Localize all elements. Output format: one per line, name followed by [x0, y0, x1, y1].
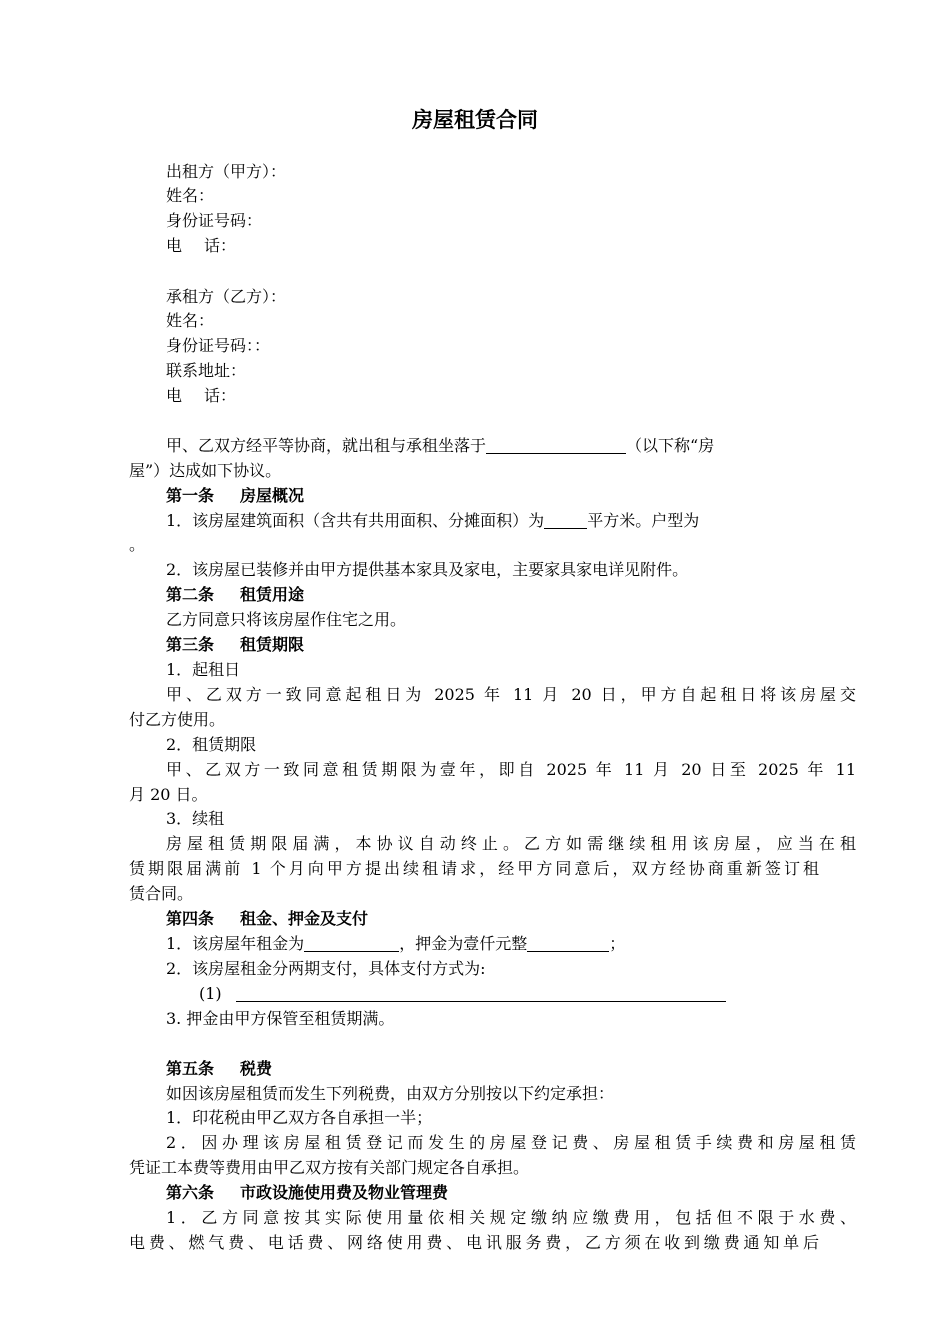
article-title: 市政设施使用费及物业管理费	[240, 1183, 449, 1202]
article-3-sub-1-text-cont: 付乙方使用。	[129, 710, 226, 729]
article-3-sub-2-text: 甲、乙双方一致同意租赁期限为壹年，即自 2025 年 11 月 20 日至 2025 年 11	[166, 760, 856, 779]
article-5-item-2-cont: 凭证工本费等费用由甲乙双方按有关部门规定各自承担。	[129, 1158, 530, 1177]
article-4-item-1	[129, 932, 856, 957]
article-number: 第五条	[166, 1059, 215, 1078]
article-title: 房屋概况	[240, 486, 305, 505]
location-blank	[486, 436, 626, 454]
intro-line-2: 屋”）达成如下协议。	[129, 461, 282, 480]
phone-char-2: 话：	[204, 236, 237, 255]
article-3-sub-2-text-cont: 月 20 日。	[129, 785, 208, 804]
article-title: 税费	[240, 1059, 273, 1078]
article-number: 第六条	[166, 1183, 215, 1202]
article-1-item-2: 2．该房屋已装修并由甲方提供基本家具及家电，主要家具家电详见附件。	[166, 560, 689, 579]
article-number: 第一条	[166, 486, 215, 505]
page-title: 房屋租赁合同	[412, 108, 538, 132]
area-blank	[544, 511, 587, 529]
article-3-sub-3: 3．续租	[166, 809, 225, 828]
intro-text: 甲、乙双方经平等协商，就出租与承租坐落于	[166, 436, 487, 455]
article-3-sub-3-text: 房屋租赁期限届满，本协议自动终止。乙方如需继续租用该房屋，应当在租	[166, 834, 856, 853]
article-5-item-1: 1．印花税由甲乙双方各自承担一半；	[166, 1108, 433, 1127]
article-3-sub-2: 2．租赁期限	[166, 735, 257, 754]
article-4-item-2-sub	[129, 982, 889, 1007]
article-4-item-3: 3. 押金由甲方保管至租赁期满。	[166, 1009, 395, 1028]
article-number: 第二条	[166, 585, 215, 604]
item-text: 1．该房屋建筑面积（含共有共用面积、分摊面积）为	[166, 511, 545, 530]
item-text-mid: ，押金为壹仟元整	[399, 934, 528, 953]
item-text-end: ；	[609, 934, 626, 953]
article-2-heading	[129, 583, 856, 608]
article-4-item-2: 2．该房屋租金分两期支付，具体支付方式为:	[166, 959, 486, 978]
article-title: 租金、押金及支付	[240, 909, 369, 928]
article-4-heading	[129, 907, 856, 932]
article-title: 租赁期限	[240, 635, 305, 654]
lessor-heading: 出租方（甲方）：	[166, 162, 287, 181]
lessee-id-label: 身份证号码：：	[166, 336, 271, 355]
phone-char-1: 电	[166, 236, 183, 255]
lessee-heading: 承租方（乙方）：	[166, 287, 287, 306]
lessee-name-label: 姓名：	[166, 311, 215, 330]
item-text-end: 平方米。户型为	[587, 511, 700, 530]
deposit-blank	[527, 934, 609, 952]
article-1-item-1	[129, 509, 856, 534]
article-5-item-2: 2．因办理该房屋租赁登记而发生的房屋登记费、房屋租赁手续费和房屋租赁	[166, 1133, 856, 1152]
article-3-heading	[129, 633, 856, 658]
article-5-heading	[129, 1057, 856, 1082]
article-6-heading	[129, 1181, 856, 1206]
article-number: 第三条	[166, 635, 215, 654]
article-3-sub-3-text-2: 赁期限届满前 1 个月向甲方提出续租请求，经甲方同意后，双方经协商重新签订租	[129, 859, 819, 878]
rent-blank	[304, 934, 399, 952]
phone-char-2: 话：	[204, 386, 237, 405]
article-title: 租赁用途	[240, 585, 305, 604]
intro-text-end: （以下称“房	[626, 436, 715, 455]
article-3-sub-1: 1．起租日	[166, 660, 241, 679]
article-6-item-1: 1．乙方同意按其实际使用量依相关规定缴纳应缴费用，包括但不限于水费、	[166, 1208, 856, 1227]
lessee-phone-label	[129, 384, 856, 409]
sub-item-number: (1)	[199, 984, 222, 1003]
article-1-item-1-cont: 。	[129, 535, 146, 554]
article-3-sub-3-text-3: 赁合同。	[129, 884, 194, 903]
phone-char-1: 电	[166, 386, 183, 405]
lessor-phone-label	[129, 234, 856, 259]
lessee-address-label: 联系地址：	[166, 361, 247, 380]
payment-method-blank	[236, 984, 726, 1002]
article-2-text: 乙方同意只将该房屋作住宅之用。	[166, 610, 407, 629]
article-6-item-1-cont: 电费、燃气费、电话费、网络使用费、电讯服务费，乙方须在收到缴费通知单后	[129, 1233, 819, 1252]
intro-line-1	[129, 434, 856, 459]
article-5-intro: 如因该房屋租赁而发生下列税费，由双方分别按以下约定承担：	[166, 1084, 615, 1103]
article-number: 第四条	[166, 909, 215, 928]
article-3-sub-1-text: 甲、乙双方一致同意起租日为 2025 年 11 月 20 日，甲方自起租日将该房屋交	[166, 685, 856, 704]
lessor-name-label: 姓名：	[166, 186, 215, 205]
lessor-id-label: 身份证号码：	[166, 211, 263, 230]
item-text: 1．该房屋年租金为	[166, 934, 305, 953]
article-1-heading	[129, 484, 856, 509]
